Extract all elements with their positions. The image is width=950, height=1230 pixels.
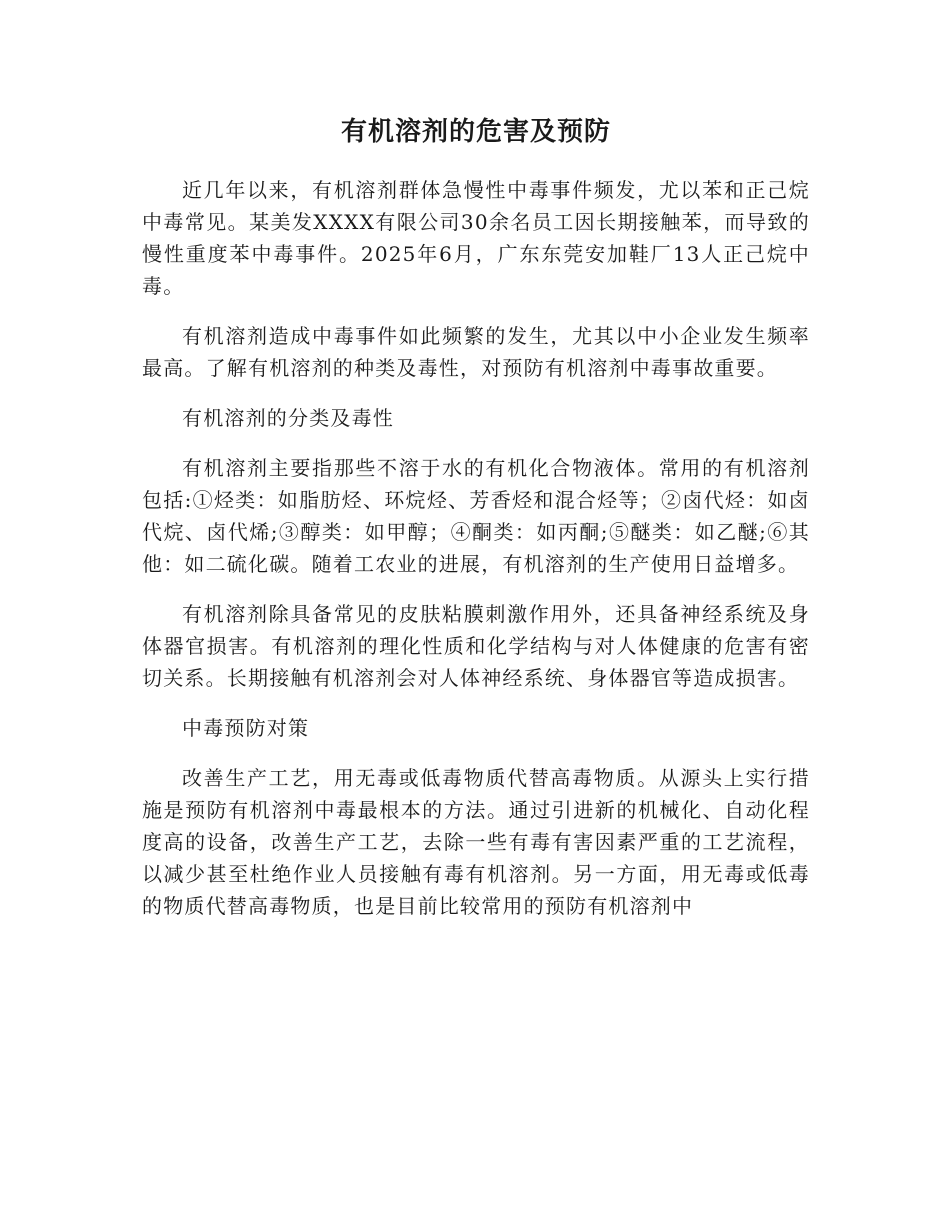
paragraph-intro: 近几年以来，有机溶剂群体急慢性中毒事件频发，尤以苯和正己烷中毒常见。某美发XXXX有限公司30余名员工因长期接触苯，而导致的慢性重度苯中毒事件。2025年6月，广东东莞安加鞋厂13人正己烷中毒。 bbox=[142, 178, 810, 298]
paragraph-toxicity: 有机溶剂除具备常见的皮肤粘膜刺激作用外，还具备神经系统及身体器官损害。有机溶剂的理化性质和化学结构与对人体健康的危害有密切关系。长期接触有机溶剂会对人体神经系统、身体器官等造成损害。 bbox=[142, 602, 810, 690]
section-heading-classification: 有机溶剂的分类及毒性 bbox=[182, 406, 394, 430]
paragraph-prevention: 改善生产工艺，用无毒或低毒物质代替高毒物质。从源头上实行措施是预防有机溶剂中毒最根本的方法。通过引进新的机械化、自动化程度高的设备，改善生产工艺，去除一些有毒有害因素严重的工艺流程，以减少甚至杜绝作业人员接触有毒有机溶剂。另一方面，用无毒或低毒的物质代替高毒物质，也是目前比较常用的预防有机溶剂中 bbox=[142, 766, 810, 918]
paragraph-frequency: 有机溶剂造成中毒事件如此频繁的发生，尤其以中小企业发生频率最高。了解有机溶剂的种类及毒性，对预防有机溶剂中毒事故重要。 bbox=[142, 324, 810, 380]
document-page bbox=[142, 112, 810, 940]
document-title: 有机溶剂的危害及预防 bbox=[340, 117, 611, 147]
section-heading-prevention: 中毒预防对策 bbox=[182, 716, 310, 740]
paragraph-classification: 有机溶剂主要指那些不溶于水的有机化合物液体。常用的有机溶剂包括:①烃类：如脂肪烃、环烷烃、芳香烃和混合烃等；②卤代烃：如卤代烷、卤代烯;③醇类：如甲醇；④酮类：如丙酮;⑤醚类：如乙醚;⑥其他：如二硫化碳。随着工农业的进展，有机溶剂的生产使用日益增多。 bbox=[142, 456, 810, 576]
